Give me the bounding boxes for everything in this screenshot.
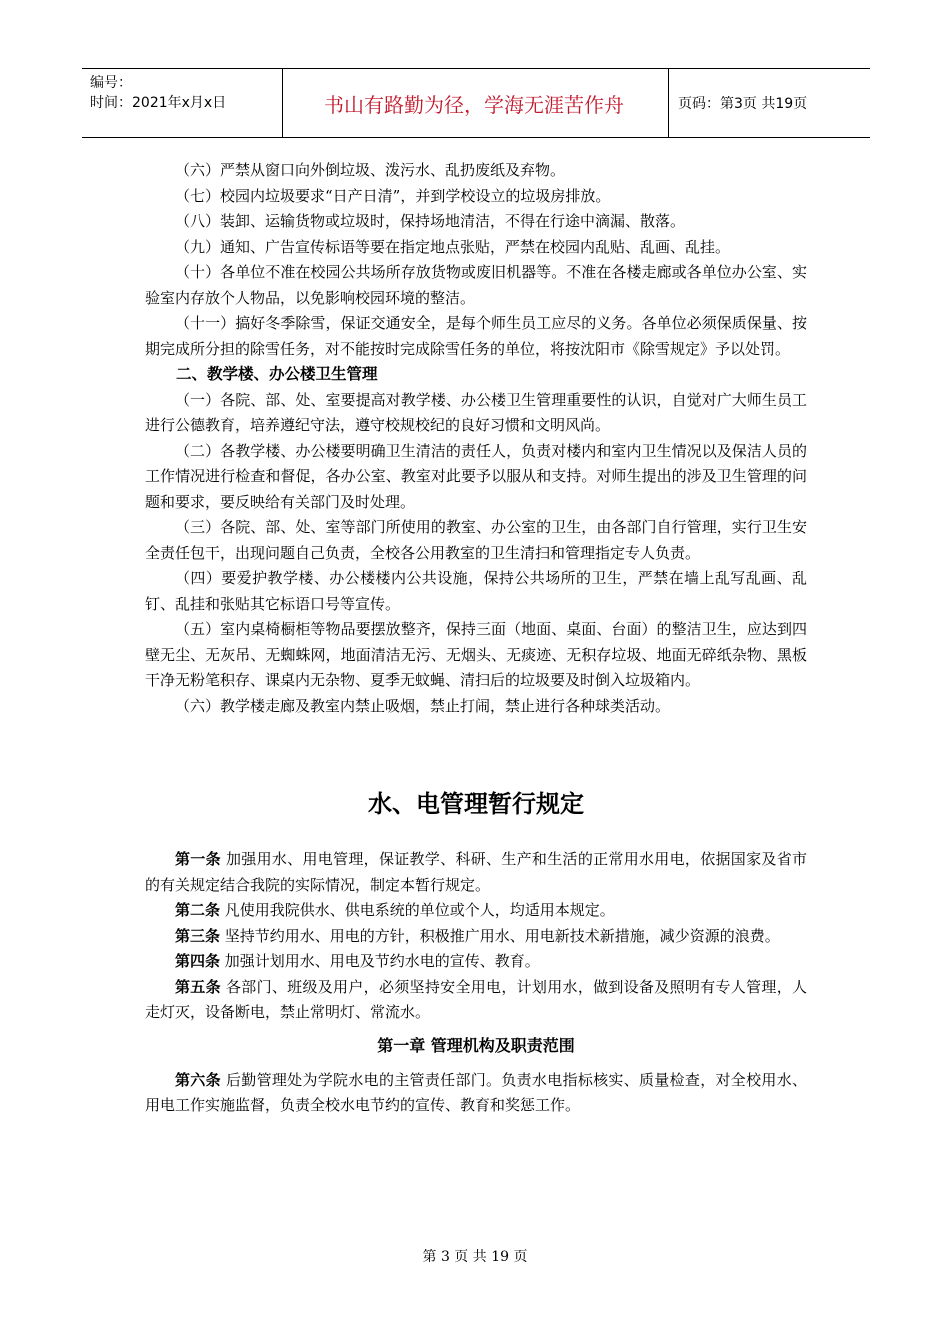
article-text: 加强用水、用电管理，保证教学、科研、生产和生活的正常用水用电，依据国家及省市的有关规定结合我院的实际情况，制定本暂行规定。 [145, 850, 807, 894]
article-text: 各部门、班级及用户，必须坚持安全用电，计划用水，做到设备及照明有专人管理，人走灯灭，设备断电，禁止常明灯、常流水。 [145, 977, 807, 1021]
article-text: 坚持节约用水、用电的方针，积极推广用水、用电新技术新措施，减少资源的浪费。 [220, 926, 780, 945]
page-footer: 第 3 页 共 19 页 [422, 1249, 528, 1265]
header-meta [90, 73, 226, 113]
article-label: 第二条 [175, 901, 221, 919]
article-text: 凡使用我院供水、供电系统的单位或个人，均适用本规定。 [220, 901, 615, 919]
header-motto: 书山有路勤为径，学海无涯苦作舟 [324, 92, 624, 117]
article-paragraph [145, 975, 807, 1026]
article-paragraph [145, 924, 807, 950]
document-number-label: 编号： [90, 75, 132, 91]
header-divider [282, 69, 283, 137]
paragraph: （七）校园内垃圾要求“日产日清”，并到学校设立的垃圾房排放。 [175, 186, 611, 205]
paragraph: （三）各院、部、处、室等部门所使用的教室、办公室的卫生，由各部门自行管理，实行卫生安全责任包干，出现问题自己负责，全校各公用教室的卫生清扫和管理指定专人负责。 [145, 518, 807, 562]
chapter-heading: 第一章 管理机构及职责范围 [377, 1035, 575, 1055]
paragraph: （六）严禁从窗口向外倒垃圾、泼污水、乱扔废纸及弃物。 [175, 161, 566, 179]
paragraph: （九）通知、广告宣传标语等要在指定地点张贴，严禁在校园内乱贴、乱画、乱挂。 [175, 237, 731, 256]
paragraph: （六）教学楼走廊及教室内禁止吸烟，禁止打闹，禁止进行各种球类活动。 [175, 696, 671, 715]
header-page-indicator: 页码：第3页 共19页 [678, 96, 808, 112]
article-paragraph [145, 949, 807, 975]
paragraph: （八）装卸、运输货物或垃圾时，保持场地清洁，不得在行途中滴漏、散落。 [175, 212, 686, 230]
paragraph: （四）要爱护教学楼、办公楼楼内公共设施，保持公共场所的卫生，严禁在墙上乱写乱画、乱钉、乱挂和张贴其它标语口号等宣传。 [145, 569, 807, 613]
article-paragraph [145, 847, 807, 898]
document-time-label: 时间：2021年x月x日 [90, 95, 227, 111]
page-header [82, 68, 870, 138]
header-divider [668, 69, 669, 137]
section-heading: 二、教学楼、办公楼卫生管理 [176, 365, 378, 383]
article-label: 第一条 [175, 850, 221, 868]
paragraph: （十一）搞好冬季除雪，保证交通安全，是每个师生员工应尽的义务。各单位必须保质保量、按期完成所分担的除雪任务，对不能按时完成除雪任务的单位，将按沈阳市《除雪规定》予以处罚。 [145, 314, 807, 358]
article-label: 第三条 [175, 926, 221, 945]
article-paragraph [145, 898, 807, 924]
paragraph: （一）各院、部、处、室要提高对教学楼、办公楼卫生管理重要性的认识，自觉对广大师生员工进行公德教育，培养遵纪守法，遵守校规校纪的良好习惯和文明风尚。 [145, 390, 807, 434]
article-text: 后勤管理处为学院水电的主管责任部门。负责水电指标核实、质量检查，对全校用水、用电工作实施监督，负责全校水电节约的宣传、教育和奖惩工作。 [145, 1070, 807, 1114]
article-text: 加强计划用水、用电及节约水电的宣传、教育。 [220, 952, 540, 970]
regulation-title: 水、电管理暂行规定 [368, 790, 584, 818]
article-label: 第六条 [175, 1070, 221, 1089]
paragraph: （二）各教学楼、办公楼要明确卫生清洁的责任人，负责对楼内和室内卫生情况以及保洁人员的工作情况进行检查和督促，各办公室、教室对此要予以服从和支持。对师生提出的涉及卫生管理的问题和要求，要反映给有关部门及时处理。 [145, 441, 807, 511]
paragraph: （十）各单位不准在校园公共场所存放货物或废旧机器等。不准在各楼走廊或各单位办公室、实验室内存放个人物品，以免影响校园环境的整洁。 [145, 263, 807, 307]
document-body [145, 158, 807, 1119]
article-label: 第四条 [175, 952, 221, 970]
paragraph: （五）室内桌椅橱柜等物品要摆放整齐，保持三面（地面、桌面、台面）的整洁卫生，应达到四壁无尘、无灰吊、无蜘蛛网，地面清洁无污、无烟头、无痰迹、无积存垃圾、地面无碎纸杂物、黑板干净无粉笔积存、课桌内无杂物、夏季无蚊蝇、清扫后的垃圾要及时倒入垃圾箱内。 [145, 620, 807, 689]
article-paragraph [145, 1068, 807, 1119]
article-label: 第五条 [175, 977, 221, 996]
